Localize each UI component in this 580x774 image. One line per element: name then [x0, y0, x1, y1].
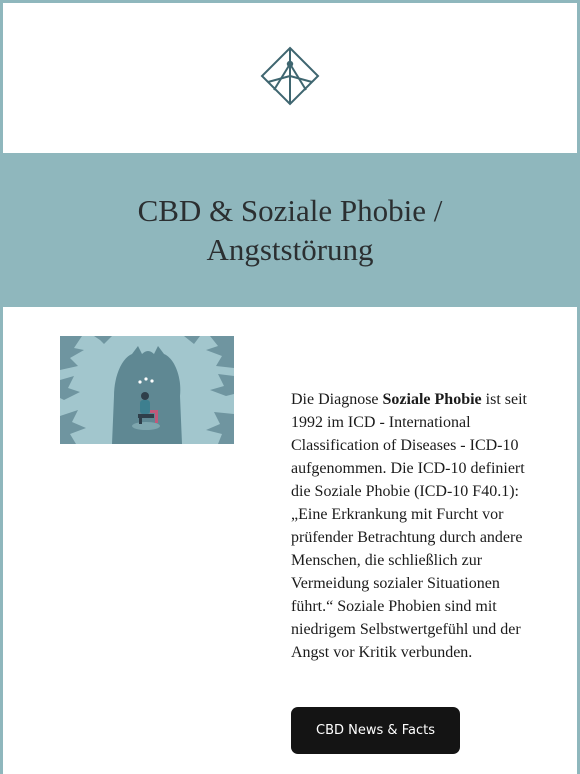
title-line-2: Angststörung — [206, 232, 374, 267]
article-text — [291, 388, 527, 664]
page-title — [120, 191, 460, 269]
article-text-rest: ist seit 1992 im ICD - International Classification of Diseases - ICD-10 aufgenommen. Die ICD-10 definiert die Soziale Phobie (ICD-10 F40.1): „Eine Erkrankung mit Furcht vor prüfender Betrachtung durch andere Menschen, die schließlich zur Vermeidung sozialer Situationen führt.“ Soziale Phobien sind mit niedrigem Selbstwertgefühl und der Angst vor Kritik verbunden. — [291, 391, 527, 661]
diamond-compass-logo-icon — [260, 46, 320, 106]
article-text-bold: Soziale Phobie — [382, 391, 482, 408]
cbd-news-button[interactable]: CBD News & Facts — [291, 707, 460, 754]
social-phobia-illustration — [60, 336, 234, 444]
header — [3, 3, 577, 153]
title-banner — [3, 153, 577, 307]
title-line-1: CBD & Soziale Phobie / — [137, 193, 443, 228]
article-section — [3, 307, 577, 774]
article-text-intro: Die Diagnose — [291, 391, 383, 408]
